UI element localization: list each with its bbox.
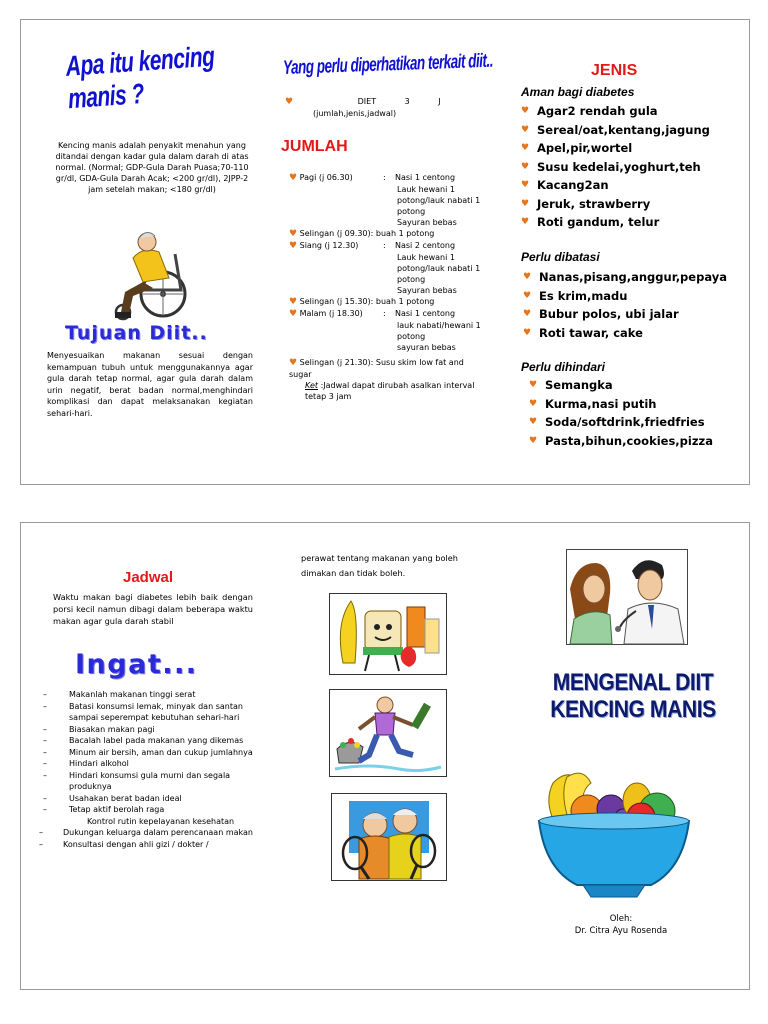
ingat-item bbox=[43, 724, 255, 736]
cover-title-line2: KENCING MANIS bbox=[550, 696, 716, 723]
batasi-item-label: Roti tawar, cake bbox=[539, 325, 643, 340]
diet-3j-text: DIET 3 J bbox=[357, 97, 441, 106]
brochure-page-front bbox=[20, 19, 750, 485]
elderly-tennis-couple-illustration bbox=[331, 793, 447, 881]
dash-bullet-icon: – bbox=[43, 793, 47, 803]
ket-label: Ket bbox=[305, 381, 319, 390]
aman-item bbox=[521, 139, 747, 158]
ingat-item bbox=[43, 689, 255, 701]
heart-bullet-icon: ♥ bbox=[289, 358, 298, 368]
heart-bullet-icon: ♥ bbox=[521, 106, 530, 116]
schedule-sep: : bbox=[370, 358, 374, 367]
food-characters-illustration bbox=[329, 593, 447, 675]
cover-title bbox=[536, 669, 730, 723]
schedule-item: buah 1 potong bbox=[375, 297, 435, 306]
ket-note bbox=[289, 380, 475, 402]
schedule-time: Selingan (j 15.30) bbox=[299, 297, 371, 306]
schedule-sep: : bbox=[370, 229, 374, 238]
dash-bullet-icon: – bbox=[43, 736, 47, 745]
schedule-item: Susu skim low fat and sugar bbox=[289, 358, 464, 379]
hindari-list bbox=[529, 376, 749, 450]
schedule-pagi bbox=[289, 172, 499, 184]
ingat-item-label: Usahakan berat badan ideal bbox=[69, 793, 182, 803]
ket-text: :Jadwal dapat dirubah asalkan interval tetap 3 jam bbox=[305, 381, 475, 401]
hindari-item-label: Pasta,bihun,cookies,pizza bbox=[545, 433, 713, 448]
schedule-sep: : bbox=[370, 297, 374, 306]
aman-item bbox=[521, 121, 747, 140]
ingat-item-label: Biasakan makan pagi bbox=[69, 724, 155, 734]
title-apa-itu: Apa itu kencing manis ? bbox=[64, 41, 216, 115]
schedule-item: Lauk hewani 1 potong/lauk nabati 1 potong bbox=[397, 185, 481, 216]
aman-item-label: Susu kedelai,yoghurt,teh bbox=[537, 159, 701, 174]
schedule-malam bbox=[289, 308, 499, 320]
aman-subtitle: Aman bagi diabetes bbox=[521, 85, 635, 99]
ingat-item-label: Makanlah makanan tinggi serat bbox=[69, 690, 196, 699]
dash-bullet-icon: – bbox=[43, 759, 47, 768]
heart-bullet-icon: ♥ bbox=[529, 435, 538, 446]
hindari-item-label: Semangka bbox=[545, 378, 613, 392]
aman-item bbox=[521, 213, 747, 232]
ingat-item bbox=[43, 758, 255, 770]
heart-bullet-icon: ♥ bbox=[521, 198, 530, 209]
heart-bullet-icon: ♥ bbox=[523, 327, 532, 338]
heart-bullet-icon: ♥ bbox=[289, 309, 298, 319]
heart-bullet-icon: ♥ bbox=[289, 173, 298, 183]
batasi-item-label: Bubur polos, ubi jalar bbox=[539, 307, 679, 321]
dash-bullet-icon: – bbox=[43, 690, 47, 699]
ingat-list bbox=[39, 689, 255, 850]
heart-bullet-icon: ♥ bbox=[521, 143, 530, 153]
author-block bbox=[541, 913, 701, 937]
ingat-item-label: Konsultasi dengan ahli gizi / dokter / bbox=[63, 839, 209, 849]
ingat-item bbox=[43, 701, 255, 724]
ingat-item-label: Tetap aktif berolah raga bbox=[69, 805, 165, 814]
ingat-item bbox=[39, 839, 255, 851]
title-yang-perlu: Yang perlu diperhatikan terkait diit.. bbox=[282, 49, 494, 79]
schedule-time: Siang (j 12.30) bbox=[299, 241, 359, 250]
dash-bullet-icon: – bbox=[39, 828, 43, 837]
heart-bullet-icon: ♥ bbox=[521, 217, 530, 227]
ingat-item bbox=[43, 793, 255, 805]
schedule-item: Sayuran bebas bbox=[397, 286, 457, 295]
ingat-item-label: Bacalah label pada makanan yang dikemas bbox=[69, 736, 244, 745]
hindari-item-label: Soda/softdrink,friedfries bbox=[545, 415, 705, 429]
dash-bullet-icon: – bbox=[43, 747, 47, 757]
hindari-item bbox=[529, 395, 749, 414]
aman-item bbox=[521, 158, 747, 177]
schedule-item: Nasi 2 centong bbox=[395, 241, 456, 250]
heart-bullet-icon: ♥ bbox=[521, 161, 530, 172]
ingat-item bbox=[39, 827, 255, 839]
heart-bullet-icon: ♥ bbox=[523, 272, 532, 282]
diet-3j-line bbox=[285, 96, 493, 108]
heart-bullet-icon: ♥ bbox=[523, 290, 532, 301]
cover-title-line1: MENGENAL DIIT bbox=[552, 669, 714, 696]
aman-item bbox=[521, 102, 747, 121]
heart-bullet-icon: ♥ bbox=[529, 398, 538, 409]
jenis-title: JENIS bbox=[591, 62, 638, 79]
ingat-title: Ingat... bbox=[75, 649, 198, 680]
ingat-item-label: Minum air bersih, aman dan cukup jumlahnya bbox=[69, 747, 253, 757]
hindari-item-label: Kurma,nasi putih bbox=[545, 396, 657, 411]
heart-bullet-icon: ♥ bbox=[285, 97, 294, 107]
batasi-item-label: Nanas,pisang,anggur,pepaya bbox=[539, 270, 727, 284]
ingat-item bbox=[43, 735, 255, 747]
schedule-item: sayuran bebas bbox=[397, 343, 456, 352]
schedule-item: buah 1 potong bbox=[375, 229, 435, 238]
schedule-selingan-2 bbox=[289, 296, 499, 308]
jadwal-title: Jadwal bbox=[123, 569, 174, 586]
hindari-item bbox=[529, 432, 749, 451]
jumlah-schedule bbox=[289, 172, 499, 402]
dash-bullet-icon: – bbox=[39, 839, 43, 849]
aman-item-label: Kacang2an bbox=[537, 178, 609, 192]
dash-bullet-icon: – bbox=[43, 770, 47, 780]
schedule-item: Nasi 1 centong bbox=[395, 309, 456, 318]
doctor-patient-illustration bbox=[566, 549, 688, 645]
schedule-item: Lauk hewani 1 potong/lauk nabati 1 potong bbox=[397, 253, 481, 284]
jumlah-title: JUMLAH bbox=[281, 138, 348, 155]
ingat-item bbox=[43, 804, 255, 816]
batasi-subtitle: Perlu dibatasi bbox=[521, 250, 600, 264]
hindari-item bbox=[529, 376, 749, 395]
tujuan-title: Tujuan Diit.. bbox=[65, 322, 208, 344]
schedule-time: Selingan (j 21.30) bbox=[299, 358, 371, 367]
aman-item-label: Agar2 rendah gula bbox=[537, 104, 658, 118]
heart-bullet-icon: ♥ bbox=[529, 380, 538, 390]
definition-text bbox=[49, 140, 255, 195]
schedule-time: Malam (j 18.30) bbox=[299, 309, 363, 318]
ingat-item-label: Kontrol rutin kepelayanan kesehatan bbox=[87, 816, 235, 826]
schedule-sep: : bbox=[383, 309, 386, 318]
author-label: Oleh: bbox=[609, 914, 633, 924]
dash-bullet-icon: – bbox=[43, 805, 47, 814]
heart-bullet-icon: ♥ bbox=[289, 241, 298, 251]
fruit-bowl-illustration bbox=[533, 769, 695, 905]
schedule-item: Sayuran bebas bbox=[397, 218, 457, 227]
heart-bullet-icon: ♥ bbox=[529, 417, 538, 427]
jadwal-text: Waktu makan bagi diabetes lebih baik dengan porsi kecil namun dibagi dalam beberapa waktu makan agar gula darah stabil bbox=[53, 592, 253, 626]
schedule-selingan-1 bbox=[289, 228, 499, 240]
diet-3j-sub: (jumlah,jenis,jadwal) bbox=[313, 109, 397, 118]
heart-bullet-icon: ♥ bbox=[289, 229, 298, 239]
schedule-item: lauk nabati/hewani 1 potong bbox=[397, 321, 481, 341]
schedule-siang bbox=[289, 240, 499, 252]
aman-item-label: Roti gandum, telur bbox=[537, 215, 660, 229]
ingat-item bbox=[43, 770, 255, 793]
batasi-item bbox=[523, 268, 749, 287]
schedule-time: Pagi (j 06.30) bbox=[299, 173, 353, 182]
schedule-item: Nasi 1 centong bbox=[395, 173, 456, 182]
normal-values: (Normal; GDP-Gula Darah Puasa;70-110 gr/dl, GDA-Gula Darah Acak; <200 gr/dl), 2JPP-2 jam setelah makan; <180 gr/dl) bbox=[55, 163, 249, 194]
aman-list bbox=[521, 102, 747, 232]
continued-text: perawat tentang makanan yang boleh dimakan dan tidak boleh. bbox=[301, 553, 458, 578]
schedule-sep: : bbox=[383, 241, 386, 250]
aman-item-label: Jeruk, strawberry bbox=[537, 196, 651, 211]
author-name: Dr. Citra Ayu Rosenda bbox=[574, 926, 668, 936]
ingat-item bbox=[43, 816, 255, 828]
heart-bullet-icon: ♥ bbox=[521, 180, 530, 190]
tujuan-text: Menyesuaikan makanan sesuai dengan kemampuan tubuh untuk menggunakannya agar gula darah tetap normal, agar gula darah dalam urin negatif, berat badan normal,menghindari komplikasi dan dapat melaksanakan kegiatan sehari-hari. bbox=[47, 351, 253, 418]
brochure-page-back bbox=[20, 522, 750, 990]
aman-item bbox=[521, 195, 747, 214]
ingat-item-label: Batasi konsumsi lemak, minyak dan santan sampai seperempat kebutuhan sehari-hari bbox=[69, 701, 243, 722]
ingat-item-label: Hindari alkohol bbox=[69, 759, 129, 768]
schedule-time: Selingan (j 09.30) bbox=[299, 229, 371, 238]
dash-bullet-icon: – bbox=[43, 701, 47, 711]
hindari-subtitle: Perlu dihindari bbox=[521, 360, 606, 374]
heart-bullet-icon: ♥ bbox=[289, 297, 298, 307]
batasi-item bbox=[523, 324, 749, 343]
running-man-illustration bbox=[329, 689, 447, 777]
batasi-item bbox=[523, 305, 749, 324]
aman-item-label: Sereal/oat,kentang,jagung bbox=[537, 122, 710, 137]
ingat-item-label: Dukungan keluarga dalam perencanaan makan bbox=[63, 828, 253, 837]
schedule-selingan-3 bbox=[289, 357, 469, 380]
aman-item bbox=[521, 176, 747, 195]
dash-bullet-icon: – bbox=[43, 724, 47, 734]
batasi-list bbox=[523, 268, 749, 342]
batasi-item bbox=[523, 287, 749, 306]
schedule-sep: : bbox=[383, 173, 386, 182]
heart-bullet-icon: ♥ bbox=[523, 309, 532, 319]
aman-item-label: Apel,pir,wortel bbox=[537, 141, 633, 155]
ingat-item-label: Hindari konsumsi gula murni dan segala produknya bbox=[69, 770, 231, 791]
hindari-item bbox=[529, 413, 749, 432]
wheelchair-person-illustration bbox=[103, 228, 203, 324]
ingat-item bbox=[43, 747, 255, 759]
batasi-item-label: Es krim,madu bbox=[539, 288, 628, 303]
definition-sentence: Kencing manis adalah penyakit menahun yang ditandai dengan kadar gula dalam darah di atas normal. bbox=[55, 141, 249, 172]
heart-bullet-icon: ♥ bbox=[521, 124, 530, 135]
